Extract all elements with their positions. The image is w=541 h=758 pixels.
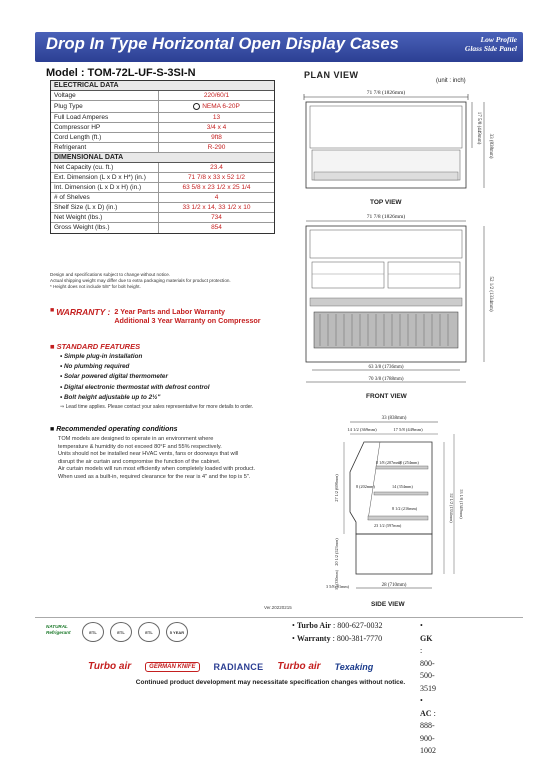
spec-row: Shelf Size (L x D) (in.) 33 1/2 x 14, 33 1/2 x 10 [51,203,274,213]
warranty-label: WARRANTY : [56,307,111,317]
natural-refrigerant-logo: NATURAL Refrigerant [46,624,71,635]
front-width-dim: 71 7/8 (1826mm) [366,214,406,220]
brand-logos [88,661,373,672]
spec-row: Gross Weight (lbs.) 854 [51,223,274,233]
plan-view-title: PLAN VIEW [304,70,359,80]
warranty-badge: 5 YEAR [166,622,188,642]
german-knife-logo: GERMAN KNIFE [145,662,199,672]
features-list [60,352,210,403]
contact-ac: • AC : 888-900-1002 [420,696,436,755]
side-l-dim: 53 1/8 (1349mm) [459,489,464,519]
recommended-heading: ■ Recommended operating conditions [50,426,178,433]
front-view-drawing [296,212,508,390]
electrical-heading: ELECTRICAL DATA [51,81,274,91]
bullet-icon: ■ [50,342,57,351]
side-e-dim: 8 (202mm) [356,484,375,489]
top-view-drawing [296,88,508,198]
list-item: • No plumbing required [60,363,130,371]
spec-row: Voltage 220/60/1 [51,91,274,101]
version-label: Ver.20220215 [264,605,292,610]
side-depth-dim: 33 (838mm) [381,416,407,421]
top-depth-inner-dim: 17 5/8 (449mm) [476,111,481,145]
spec-row: Refrigerant R-290 [51,143,274,153]
front-height-dim: 52 1/2 (1334mm) [488,276,493,312]
front-inner-dim: 63 3/8 (1736mm) [368,365,404,370]
page-subtitle [465,35,517,53]
spec-row: # of Shelves 4 [51,193,274,203]
plug-icon [193,103,200,110]
bullet-icon: ■ [50,307,57,314]
side-i-dim: 27 1/2 (698mm) [334,474,339,502]
subtitle-line1: Low Profile [480,35,517,44]
side-a-dim: 14 1/2 (369mm) [347,427,377,432]
side-h-dim: 23 1/2 (597mm) [374,523,402,528]
spec-row: Net Weight (lbs.) 734 [51,213,274,223]
contact-turbo-air: • Turbo Air : 800-627-0032 [292,621,383,630]
side-k-dim: 52 1/2 (1334mm) [449,493,454,523]
side-d-dim: 10 (254mm) [398,460,419,465]
radiance-logo: RADIANCE [213,661,264,672]
spec-row: Compressor HP 3/4 x 4 [51,123,274,133]
side-j-dim: 20 1/2 (523mm) [334,538,339,566]
model-number: Model : TOM-72L-UF-S-3SI-N [46,67,196,79]
warranty-line2: Additional 3 Year Warranty on Compressor [114,316,261,325]
warranty-line1: 2 Year Parts and Labor Warranty [114,307,225,316]
front-base-dim: 70 3/8 (1788mm) [368,377,404,382]
etl-logo: ETL [110,622,132,642]
spec-row: Cord Length (ft.) 9ft8 [51,133,274,143]
unit-label: (unit : inch) [436,78,466,84]
side-m-dim: 13 (330mm) [334,570,339,590]
contact-warranty: • Warranty : 800-381-7770 [292,633,383,643]
front-view-label: FRONT VIEW [366,393,407,400]
turbo-air-logo: Turbo air [88,661,132,672]
side-view-drawing [320,412,496,600]
side-c-dim: 8 1/8 (207mm) [376,460,402,465]
contact-gk: • GK : 800-500-3519 [420,621,436,693]
side-n-dim: 3 5/8 (91mm) [326,584,350,589]
side-g-dim: 8 1/2 (216mm) [392,506,418,511]
turbo-air-logo-2: Turbo air [277,661,321,672]
subtitle-line2: Glass Side Panel [464,44,517,53]
certification-logos [46,622,188,642]
top-width-dim: 71 7/8 (1826mm) [366,90,406,96]
spec-table [50,80,275,234]
features-heading: ■ STANDARD FEATURES [50,342,141,351]
recommended-body: TOM models are designed to operate in an environment where temperature & humidity do not exceed 80°F and 55% respectively. Units should not be installed near HVAC vents, fans or doorways that will disrupt the air curtain and compromise the function of the cabinet. Air curtain models will run most efficiently when completely loaded with product. When used as a built-in, required clearance for the rear is 4" and the top is 5". [58,436,256,480]
spec-notes: Design and specifications subject to change without notice. Actual shipping weight may differ due to extra packaging materials for product protection. * Height does not include 5/8" for bolt height. [50,272,231,289]
spec-row: Net Capacity (cu. ft.) 23.4 [51,163,274,173]
etl-logo: ETL [82,622,104,642]
warranty-block [50,307,261,325]
list-item: • Digital electronic thermostat with defrost control [60,383,210,391]
texaking-logo: Texaking [334,661,374,672]
dimensional-heading: DIMENSIONAL DATA [51,153,274,163]
list-item: • Solar powered digital thermometer [60,373,168,381]
side-b-dim: 17 5/8 (449mm) [393,427,423,432]
page-title: Drop In Type Horizontal Open Display Cases [46,35,399,53]
footer-divider [35,617,523,618]
side-view-label: SIDE VIEW [371,601,405,608]
lead-time-note: ⇒ Lead time applies. Please contact your sales representative for more details to order. [60,404,254,410]
spec-row: Ext. Dimension (L x D x H*) (in.) 71 7/8 x 33 x 52 1/2 [51,173,274,183]
list-item: • Bolt height adjustable up to 2½" [60,393,161,401]
top-view-label: TOP VIEW [370,199,402,206]
side-base-dim: 28 (710mm) [381,583,407,588]
side-f-dim: 14 (354mm) [392,484,413,489]
footer-disclaimer: Continued product development may necessitate specification changes without notice. [135,679,406,686]
top-depth-dim: 33 (838mm) [488,133,493,159]
spec-row: Plug Type NEMA 6-20P [51,101,274,113]
etl-sanitation-logo: ETL [138,622,160,642]
spec-row: Full Load Amperes 13 [51,113,274,123]
list-item: • Simple plug-in installation [60,353,143,360]
spec-row: Int. Dimension (L x D x H) (in.) 63 5/8 x 23 1/2 x 25 1/4 [51,183,274,193]
